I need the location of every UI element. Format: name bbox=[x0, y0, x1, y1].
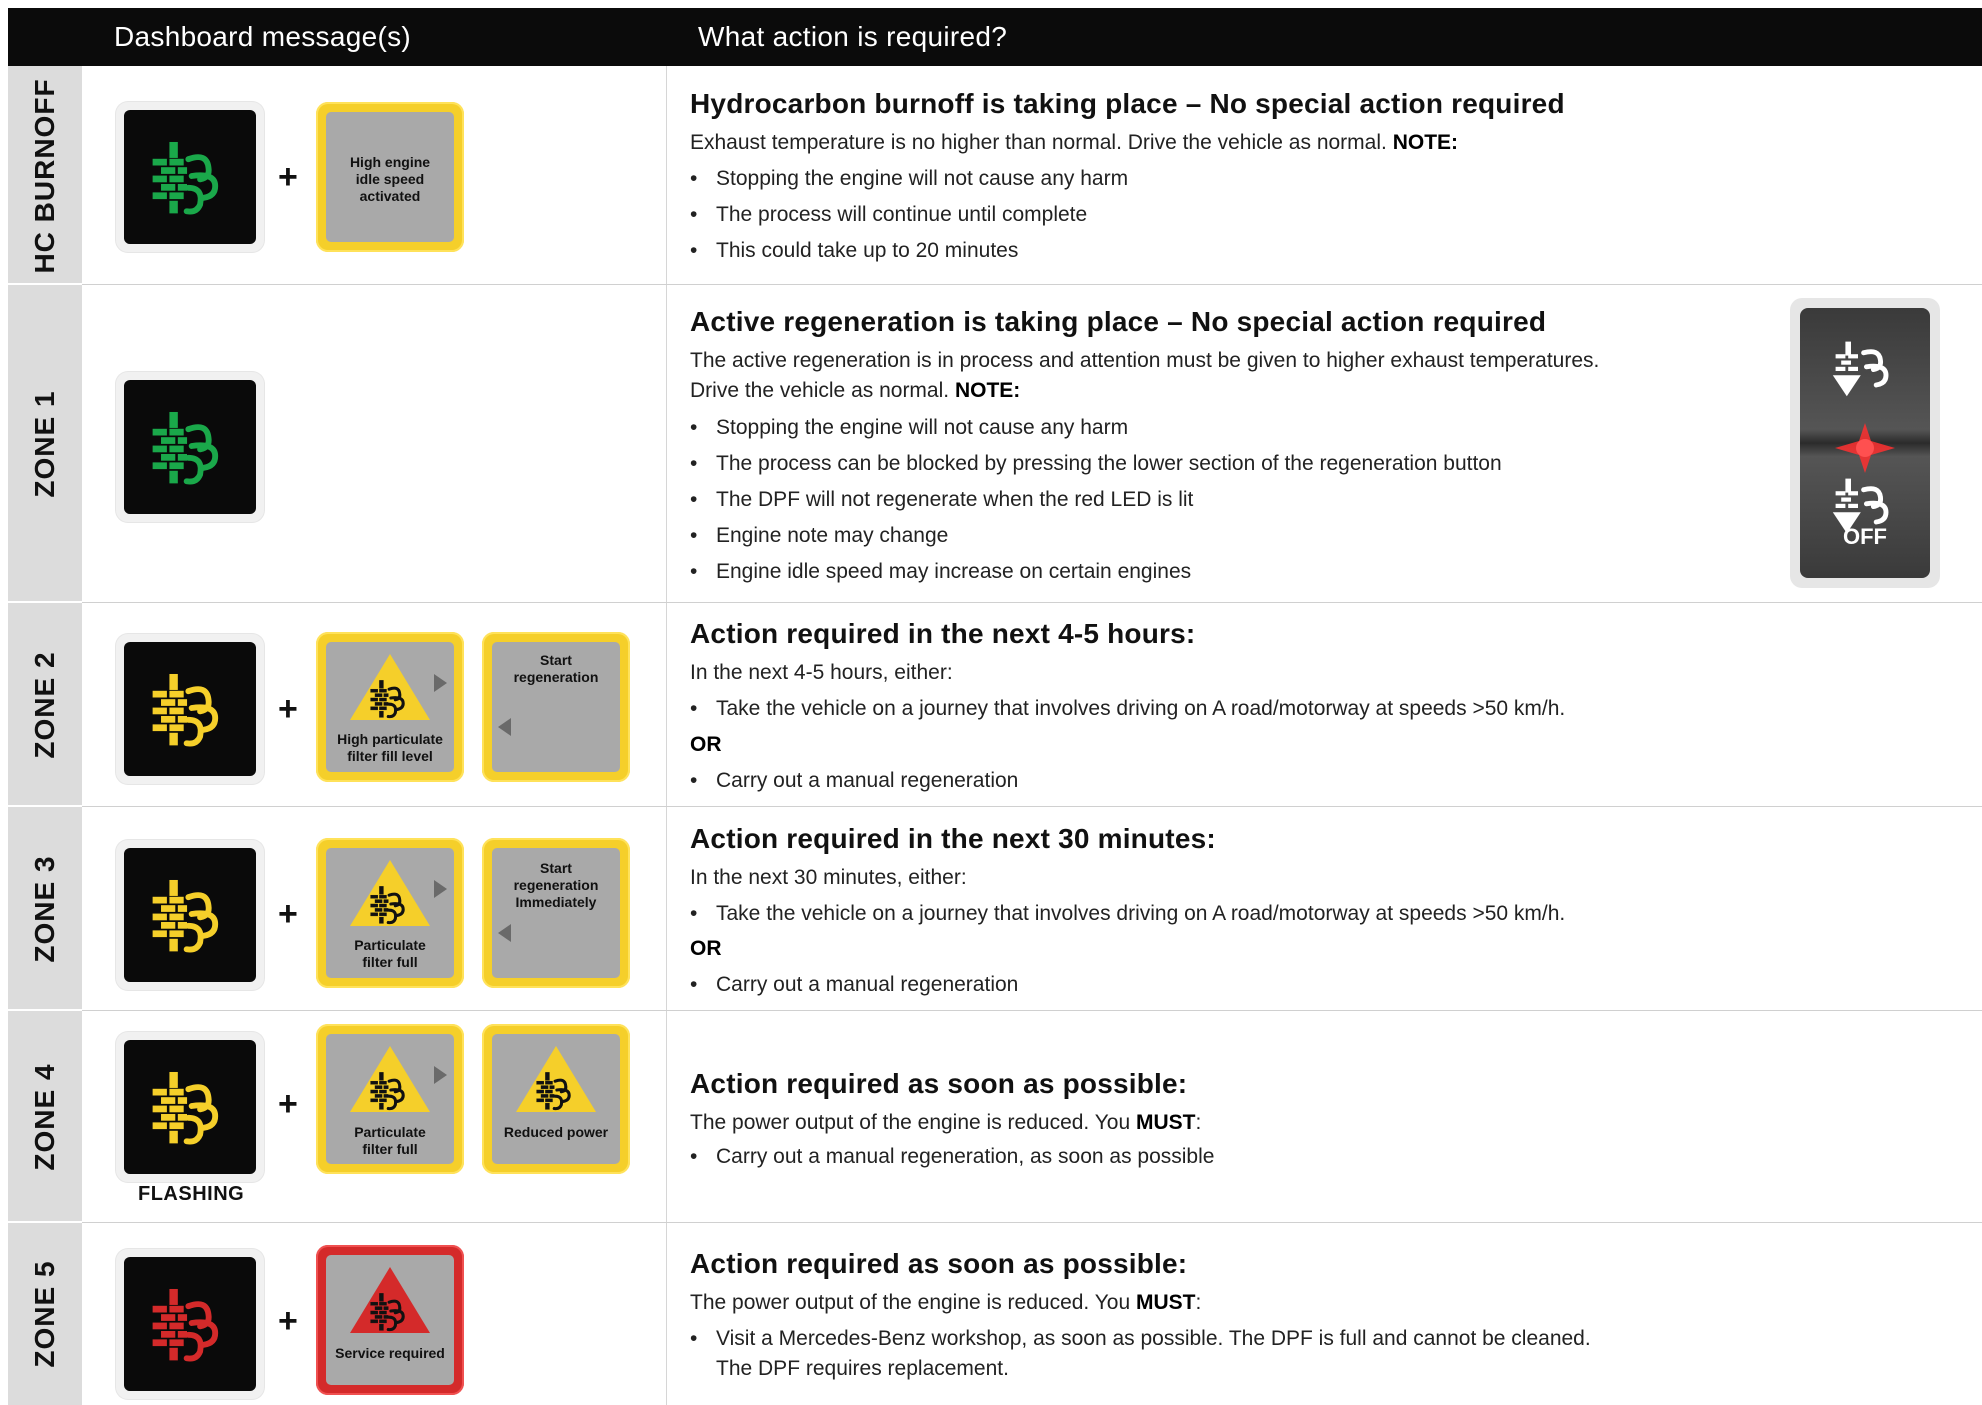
table-header bbox=[8, 8, 1982, 66]
column-header-dashboard: Dashboard message(s) bbox=[114, 21, 412, 52]
must-label: MUST bbox=[1136, 1291, 1196, 1314]
dpf-yellow-icon bbox=[148, 1064, 232, 1148]
zone-label: ZONE 4 bbox=[29, 1063, 60, 1171]
row-description: In the next 4-5 hours, either: bbox=[690, 661, 953, 684]
list-item: • Take the vehicle on a journey that involves driving on A road/motorway at speeds >50 km/h. bbox=[690, 697, 1566, 720]
list-item: • Stopping the engine will not cause any harm bbox=[690, 167, 1129, 190]
zone-label: ZONE 3 bbox=[29, 855, 60, 963]
zone-label: ZONE 2 bbox=[29, 651, 60, 759]
zone-label-cell bbox=[8, 807, 82, 1011]
must-label: MUST bbox=[1136, 1111, 1196, 1134]
dashboard-warning-lamp bbox=[116, 1032, 264, 1182]
dashboard-warning-lamp bbox=[116, 634, 264, 784]
list-item: • Carry out a manual regeneration bbox=[690, 769, 1019, 792]
row-title: Action required in the next 4-5 hours: bbox=[690, 618, 1196, 649]
row-description: The power output of the engine is reduced. You MUST: bbox=[690, 1111, 1202, 1134]
display-message-box bbox=[316, 838, 464, 988]
arrow-right-icon bbox=[434, 880, 447, 898]
display-message-text: Start regeneration Immediately bbox=[513, 860, 599, 910]
display-message-box bbox=[316, 1245, 464, 1395]
zone-label-cell bbox=[8, 1011, 82, 1223]
plus-sign: + bbox=[278, 1085, 298, 1123]
display-message-box bbox=[316, 102, 464, 252]
dashboard-warning-lamp bbox=[116, 1249, 264, 1399]
row-title: Action required in the next 30 minutes: bbox=[690, 823, 1216, 854]
plus-sign: + bbox=[278, 895, 298, 933]
row-description: Exhaust temperature is no higher than normal. Drive the vehicle as normal. NOTE: bbox=[690, 131, 1459, 154]
dpf-yellow-icon bbox=[148, 872, 232, 956]
plus-sign: + bbox=[278, 690, 298, 728]
regeneration-start-icon bbox=[1830, 336, 1900, 406]
display-message-box bbox=[316, 632, 464, 782]
dpf-green-icon bbox=[148, 134, 232, 218]
list-item: • Carry out a manual regeneration bbox=[690, 973, 1019, 996]
note-label: NOTE: bbox=[1392, 131, 1459, 154]
display-message-text: High particulate filter fill level bbox=[337, 731, 443, 764]
display-message-text: Start regeneration bbox=[513, 652, 599, 685]
column-divider bbox=[666, 603, 667, 807]
zone-label-cell bbox=[8, 285, 82, 603]
list-item: • Take the vehicle on a journey that involves driving on A road/motorway at speeds >50 km/h. bbox=[690, 902, 1566, 925]
column-divider bbox=[666, 285, 667, 603]
column-divider bbox=[666, 1223, 667, 1405]
row-title: Action required as soon as possible: bbox=[690, 1248, 1188, 1279]
off-label: OFF bbox=[1843, 524, 1887, 549]
display-message-box bbox=[316, 1024, 464, 1174]
row-title: Action required as soon as possible: bbox=[690, 1068, 1188, 1099]
list-item: • Engine idle speed may increase on certain engines bbox=[690, 560, 1192, 583]
dashboard-warning-lamp bbox=[116, 372, 264, 522]
row-description: Drive the vehicle as normal. NOTE: bbox=[690, 379, 1021, 402]
row-description: The active regeneration is in process and attention must be given to higher exhaust temperatures. bbox=[690, 349, 1600, 372]
zone-label-cell bbox=[8, 1223, 82, 1405]
column-header-action: What action is required? bbox=[698, 21, 1008, 52]
dpf-icon bbox=[534, 1068, 578, 1112]
zone-label-cell bbox=[8, 66, 82, 285]
list-item: • Stopping the engine will not cause any harm bbox=[690, 416, 1129, 439]
display-message-text: Service required bbox=[335, 1345, 445, 1361]
row-title: Active regeneration is taking place – No special action required bbox=[690, 306, 1547, 337]
dashboard-warning-lamp bbox=[116, 840, 264, 990]
red-led-icon bbox=[1835, 423, 1895, 473]
row-description: In the next 30 minutes, either: bbox=[690, 866, 967, 889]
list-item-continuation: The DPF requires replacement. bbox=[716, 1357, 1009, 1380]
list-item: • Visit a Mercedes-Benz workshop, as soon as possible. The DPF is full and cannot be cleaned. The DPF requires replacement. bbox=[690, 1324, 1591, 1354]
zone-label: ZONE 1 bbox=[29, 390, 60, 498]
list-item: • Carry out a manual regeneration, as soon as possible bbox=[690, 1145, 1215, 1168]
regeneration-button[interactable] bbox=[1790, 298, 1940, 588]
plus-sign: + bbox=[278, 1302, 298, 1340]
dpf-icon bbox=[368, 1068, 412, 1112]
list-item: • This could take up to 20 minutes bbox=[690, 239, 1019, 262]
arrow-left-icon bbox=[498, 718, 511, 736]
row-description: The power output of the engine is reduced. You MUST: bbox=[690, 1291, 1202, 1314]
dashboard-warning-lamp bbox=[116, 102, 264, 252]
column-divider bbox=[666, 1011, 667, 1223]
arrow-right-icon bbox=[434, 674, 447, 692]
dpf-green-icon bbox=[148, 404, 232, 488]
display-message-text: Particulate filter full bbox=[354, 1124, 426, 1157]
column-divider bbox=[666, 66, 667, 285]
display-message-text: Particulate filter full bbox=[354, 937, 426, 970]
row-title: Hydrocarbon burnoff is taking place – No special action required bbox=[690, 88, 1565, 119]
dpf-red-icon bbox=[148, 1281, 232, 1365]
arrow-right-icon bbox=[434, 1066, 447, 1084]
display-message-text: Reduced power bbox=[503, 1124, 609, 1140]
dpf-icon bbox=[368, 882, 412, 926]
zone-label: HC BURNOFF bbox=[29, 77, 60, 274]
list-item: • The process will continue until complete bbox=[690, 203, 1088, 226]
dpf-yellow-icon bbox=[148, 666, 232, 750]
plus-sign: + bbox=[278, 158, 298, 196]
arrow-left-icon bbox=[498, 924, 511, 942]
list-item: • Engine note may change bbox=[690, 524, 949, 547]
column-divider bbox=[666, 807, 667, 1011]
display-message-text: High engine idle speed activated bbox=[349, 154, 431, 204]
dpf-icon bbox=[368, 676, 412, 720]
flashing-label: FLASHING bbox=[138, 1183, 245, 1205]
list-item: • The DPF will not regenerate when the red LED is lit bbox=[690, 488, 1194, 511]
zone-label-cell bbox=[8, 603, 82, 807]
dpf-icon bbox=[368, 1289, 412, 1333]
display-message-box bbox=[482, 1024, 630, 1174]
or-label: OR bbox=[690, 937, 722, 960]
zone-label: ZONE 5 bbox=[29, 1260, 60, 1368]
or-label: OR bbox=[690, 733, 722, 756]
display-message-box bbox=[482, 838, 630, 988]
display-message-box bbox=[482, 632, 630, 782]
note-label: NOTE: bbox=[954, 379, 1021, 402]
list-item: • The process can be blocked by pressing the lower section of the regeneration button bbox=[690, 452, 1502, 475]
